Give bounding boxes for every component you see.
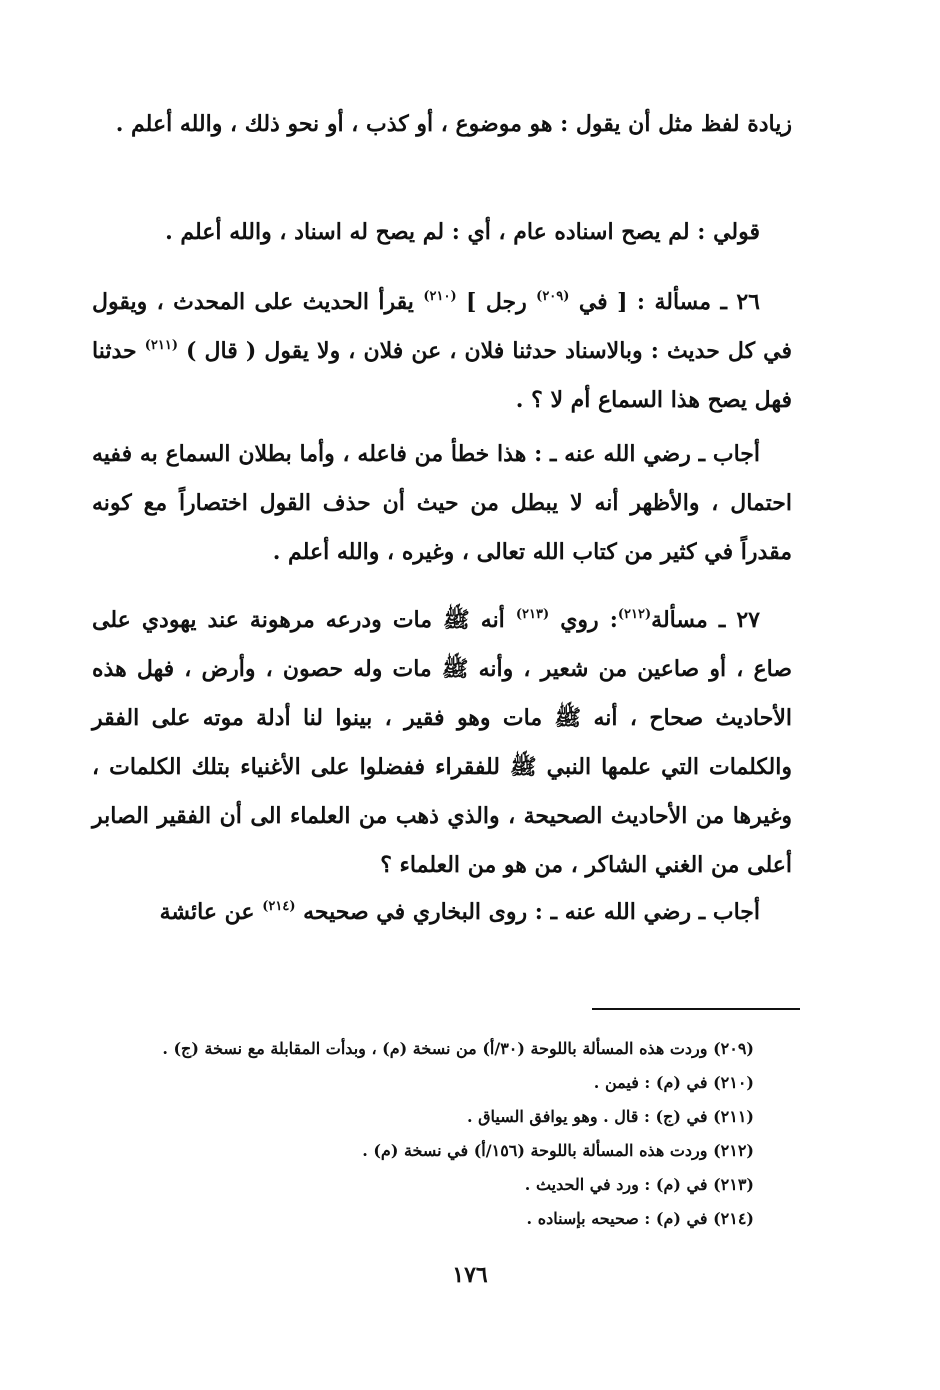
question-number: ٢٦ ـ مسألة	[654, 289, 760, 315]
footnote-ref: (٢١٢)	[617, 607, 652, 622]
page-number: ١٧٦	[452, 1262, 488, 1288]
paragraph-comment	[92, 208, 792, 257]
footnote-divider	[592, 1008, 800, 1010]
footnote-ref: (٢١٤)	[262, 899, 296, 914]
answer-27: أجاب ـ رضي الله عنه ـ : روى البخاري في صحيحه $^{(٢١٤)}$ عن عائشة	[159, 899, 760, 925]
footnote-ref: (٢٠٩)	[536, 289, 570, 304]
footnote-211: (٢١١) في (ج) : قال . وهو يوافق السياق .	[466, 1107, 754, 1126]
footnote-209: (٢٠٩) وردت هذه المسألة باللوحة (٣٠/أ) من نسخة (م) ، وبدأت المقابلة مع نسخة (ج) .	[162, 1039, 754, 1058]
question-number: ٢٧ ـ مسألة	[651, 607, 760, 633]
question-27: ٢٧ ـ مسألة$^{(٢١٢)}$: روي $^{(٢١٣)}$ أنه ﷺ مات ودرعه مرهونة عند يهودي على صاع ، أو صاعين من شعير ، وأنه ﷺ مات وله حصون ، وأرض ، فهل هذه الأحاديث صحاح ، أنه ﷺ مات وهو فقير ، بينوا لنا أدلة موته على الفقر والكلمات التي علمها النبي ﷺ للفقراء ففضلوا على الأغنياء بتلك الكلمات ، وغيرها من الأحاديث الصحيحة ، والذي ذهب من العلماء الى أن الفقير الصابر أعلى من الغني الشاكر ، من هو من العلماء ؟	[92, 607, 792, 878]
paragraph-text: زيادة لفظ مثل أن يقول : هو موضوع ، أو كذب ، أو نحو ذلك ، والله أعلم .	[115, 111, 792, 137]
footnote-213: (٢١٣) في (م) : ورد في الحديث .	[524, 1175, 754, 1194]
footnotes-list	[114, 1032, 754, 1236]
answer-26	[92, 430, 792, 577]
footnote-ref: (٢١٣)	[515, 607, 550, 622]
footnote-210: (٢١٠) في (م) : فيمن .	[593, 1073, 754, 1092]
paragraph-continuation	[92, 100, 792, 149]
paragraph-text: قولي : لم يصح اسناده عام ، أي : لم يصح له اسناد ، والله أعلم .	[165, 219, 760, 245]
question-26: ٢٦ ـ مسألة : [ في $^{(٢٠٩)}$ رجل ] $^{(٢١٠)}$ يقرأ الحديث على المحدث ، ويقول في كل حديث : وبالاسناد حدثنا فلان ، عن فلان ، ولا يقول ( قال ) $^{(٢١١)}$ حدثنا فهل يصح هذا السماع أم لا ؟ .	[92, 289, 792, 413]
paragraph-text: أجاب ـ رضي الله عنه ـ : هذا خطأ من فاعله ، وأما بطلان السماع به ففيه احتمال ، والأظهر أنه لا يبطل من حيث أن حذف القول اختصاراً مع كونه مقدراً في كثير من كتاب الله تعالى ، وغيره ، والله أعلم .	[92, 441, 792, 565]
footnote-214: (٢١٤) في (م) : صحيحه بإسناده .	[526, 1209, 754, 1228]
footnote-212: (٢١٢) وردت هذه المسألة باللوحة (١٥٦/أ) في نسخة (م) .	[362, 1141, 754, 1160]
footnote-ref: (٢١١)	[144, 338, 178, 353]
footnote-ref: (٢١٠)	[423, 289, 457, 304]
